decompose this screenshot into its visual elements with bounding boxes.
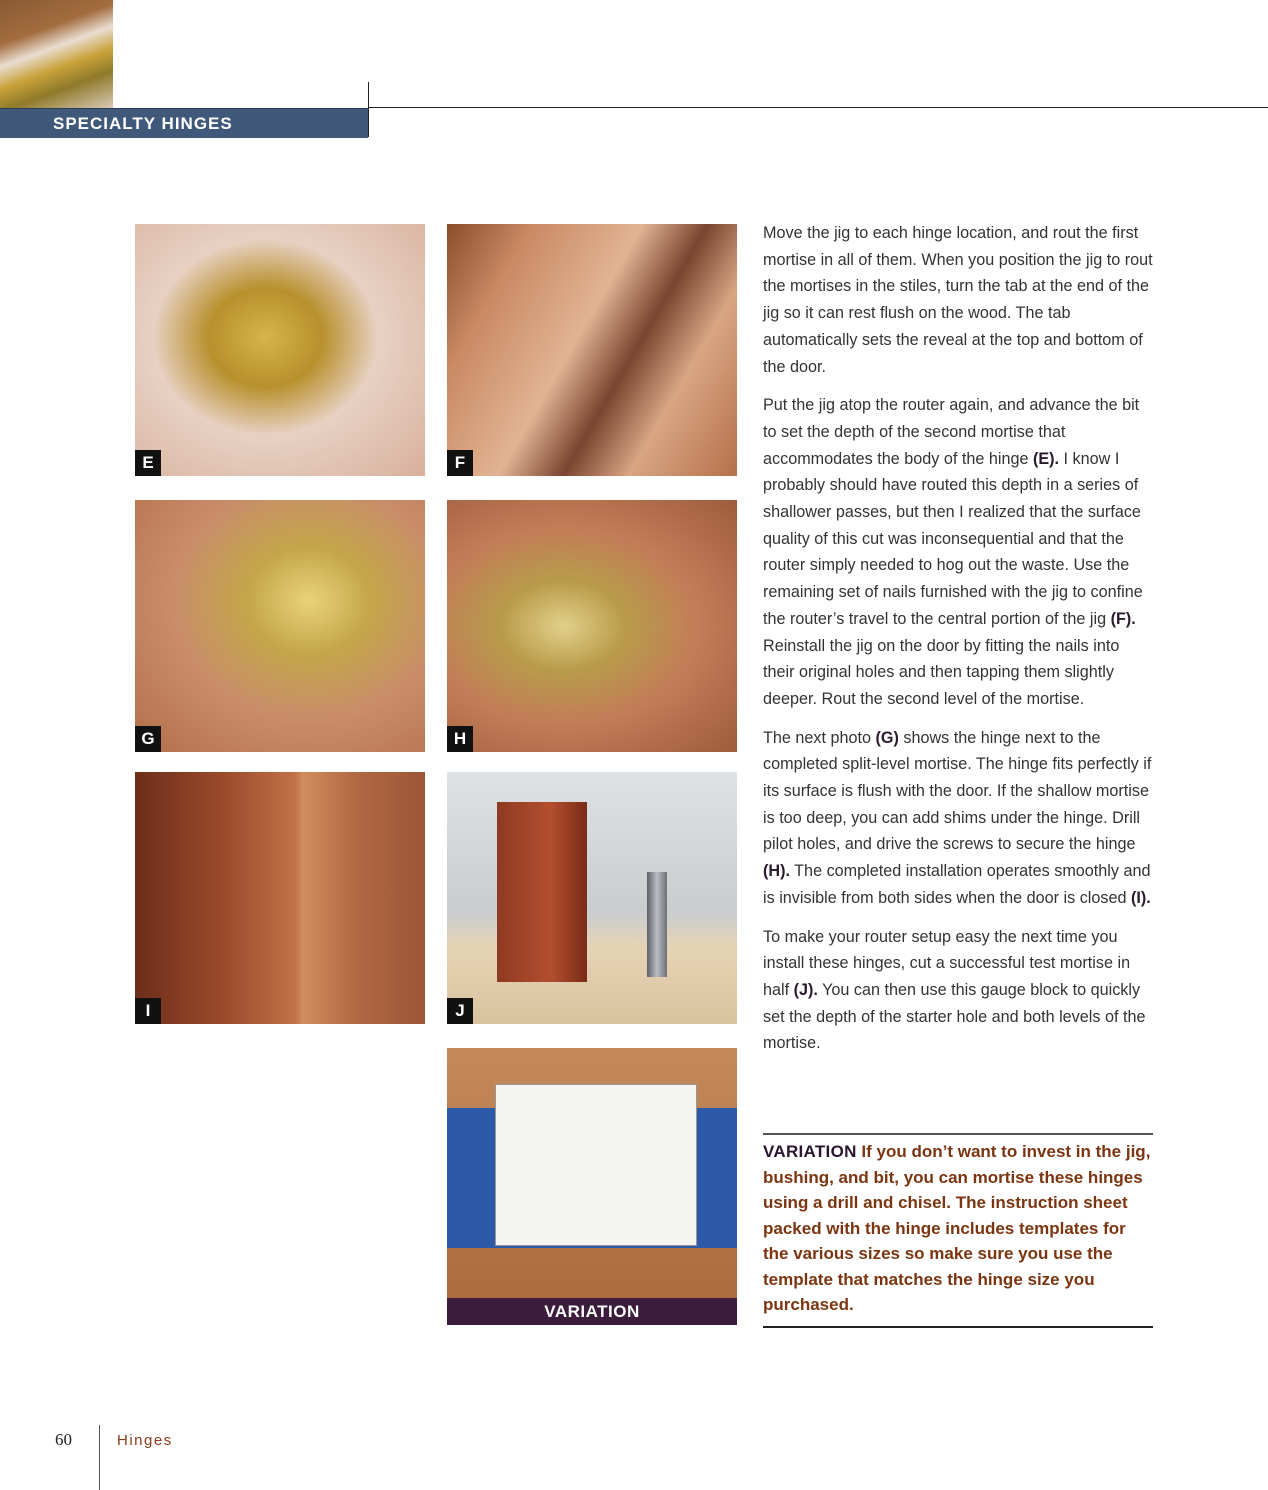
text: Reinstall the jig on the door by fitting the nails into their original holes and then tapping them slightly deeper. Rout the second level of the mortise. (763, 636, 1120, 708)
photo-label: H (447, 726, 473, 752)
photo-g (135, 500, 425, 752)
text: I know I probably should have routed this depth in a series of shallower passes, but then I realized that the surface quality of this cut was inconsequential and that the router simply needed to hog out the waste. Use the remaining set of nails furnished with the jig to confine the router’s travel to the central portion of the jig (763, 449, 1143, 628)
variation-label: VARIATION (763, 1142, 857, 1161)
header-rule (368, 107, 1268, 108)
photo-label: F (447, 450, 473, 476)
body-text (763, 220, 1155, 1069)
photo-f (447, 224, 737, 476)
variation-callout (763, 1133, 1153, 1328)
photo-ref: (G) (875, 728, 899, 747)
photo-label: I (135, 998, 161, 1024)
header-thumbnail-photo (0, 0, 113, 108)
template-sheet (495, 1084, 697, 1246)
photo-ref: (E). (1032, 449, 1060, 468)
photo-label: E (135, 450, 161, 476)
photo-ref: (J). (793, 980, 818, 999)
photo-ref: (F). (1110, 609, 1136, 628)
photo-h (447, 500, 737, 752)
footer-divider (99, 1425, 100, 1490)
photo-e (135, 224, 425, 476)
text: shows the hinge next to the completed split-level mortise. The hinge fits perfectly if its surface is flush with the door. If the shallow mortise is too deep, you can add shims under the hinge. Drill pilot holes, and drive the screws to secure the hinge (763, 728, 1152, 854)
photo-j (447, 772, 737, 1024)
text: To make your router setup easy the next time you install these hinges, cut a successful test mortise in half (763, 927, 1131, 999)
photo-label: J (447, 998, 473, 1024)
footer-chapter-title: Hinges (117, 1432, 173, 1449)
photo-variation (447, 1048, 737, 1325)
photo-i (135, 772, 425, 1024)
text: Move the jig to each hinge location, and rout the first mortise in all of them. When you position the jig to rout the mortises in the stiles, turn the tab at the end of the jig so it can rest flush on the wood. The tab automatically sets the reveal at the top and bottom of the door. (763, 224, 1153, 376)
paragraph (763, 725, 1155, 912)
photo-label: G (135, 726, 161, 752)
photo-ref: (H). (763, 862, 790, 881)
text: Put the jig atop the router again, and advance the bit to set the depth of the second mortise that accommodates the body of the hinge (763, 396, 1140, 468)
router-bit (647, 872, 667, 977)
header-divider-vertical (368, 82, 369, 137)
gauge-block (497, 802, 587, 982)
page-number: 60 (55, 1430, 72, 1449)
text: The completed installation operates smoothly and is invisible from both sides when the door is closed (763, 862, 1151, 907)
photo-ref: (I). (1131, 888, 1151, 907)
text: You can then use this gauge block to quickly set the depth of the starter hole and both levels of the mortise. (763, 980, 1146, 1053)
paragraph (763, 392, 1155, 712)
photo-label-variation: VARIATION (447, 1298, 737, 1325)
section-header-bar (0, 108, 368, 138)
paragraph (763, 220, 1155, 380)
variation-text: If you don’t want to invest in the jig, bushing, and bit, you can mortise these hinges using a drill and chisel. The instruction sheet packed with the hinge includes templates for the various sizes so make sure you use the template that matches the hinge size you purchased. (763, 1142, 1151, 1314)
paragraph (763, 924, 1155, 1058)
section-title: SPECIALTY HINGES (53, 114, 233, 133)
text: The next photo (763, 728, 876, 747)
